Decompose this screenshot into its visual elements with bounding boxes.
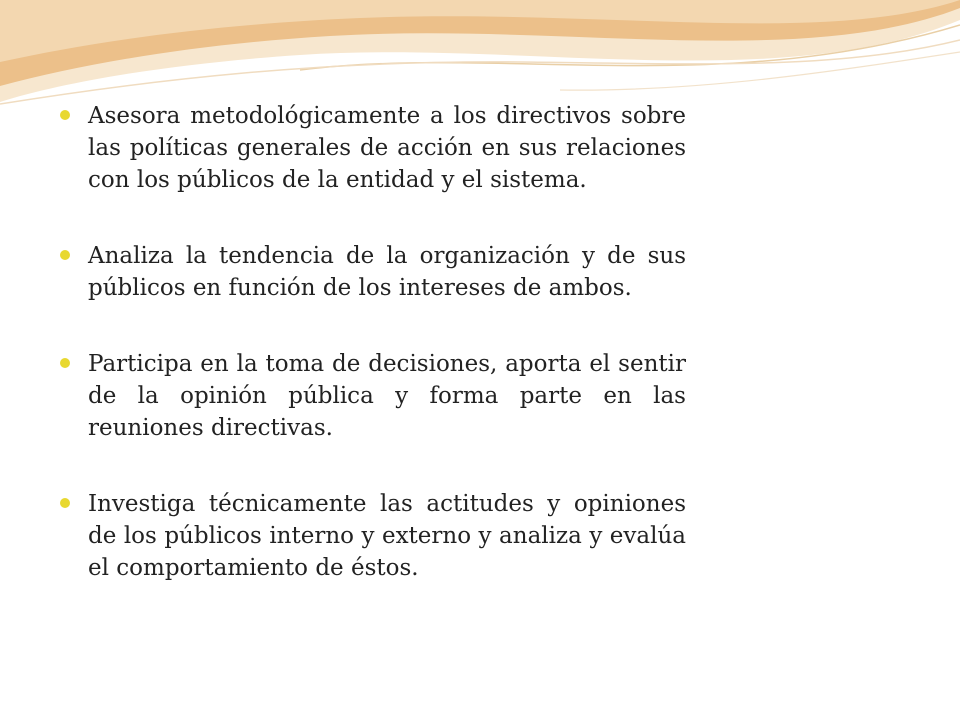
bullet-text: Investiga técnicamente las actitudes y opiniones de los públicos interno y externo y analiza y evalúa el comportamiento de éstos.: [88, 491, 686, 581]
bullet-dot-icon: [60, 358, 70, 368]
bullet-text: Participa en la toma de decisiones, aporta el sentir de la opinión pública y forma parte en las reuniones directivas.: [88, 351, 686, 441]
bullet-dot-icon: [60, 498, 70, 508]
bullet-text: Analiza la tendencia de la organización y de sus públicos en función de los intereses de ambos.: [88, 243, 686, 301]
bullet-item-analiza: [88, 240, 686, 304]
bullet-dot-icon: [60, 250, 70, 260]
bullet-dot-icon: [60, 110, 70, 120]
bullet-text: Asesora metodológicamente a los directivos sobre las políticas generales de acción en sus relaciones con los públicos de la entidad y el sistema.: [88, 103, 686, 193]
bullet-item-investiga: [88, 488, 686, 584]
bullet-item-asesora: [88, 100, 686, 196]
bullet-item-participa: [88, 348, 686, 444]
bullet-list: [88, 100, 686, 584]
